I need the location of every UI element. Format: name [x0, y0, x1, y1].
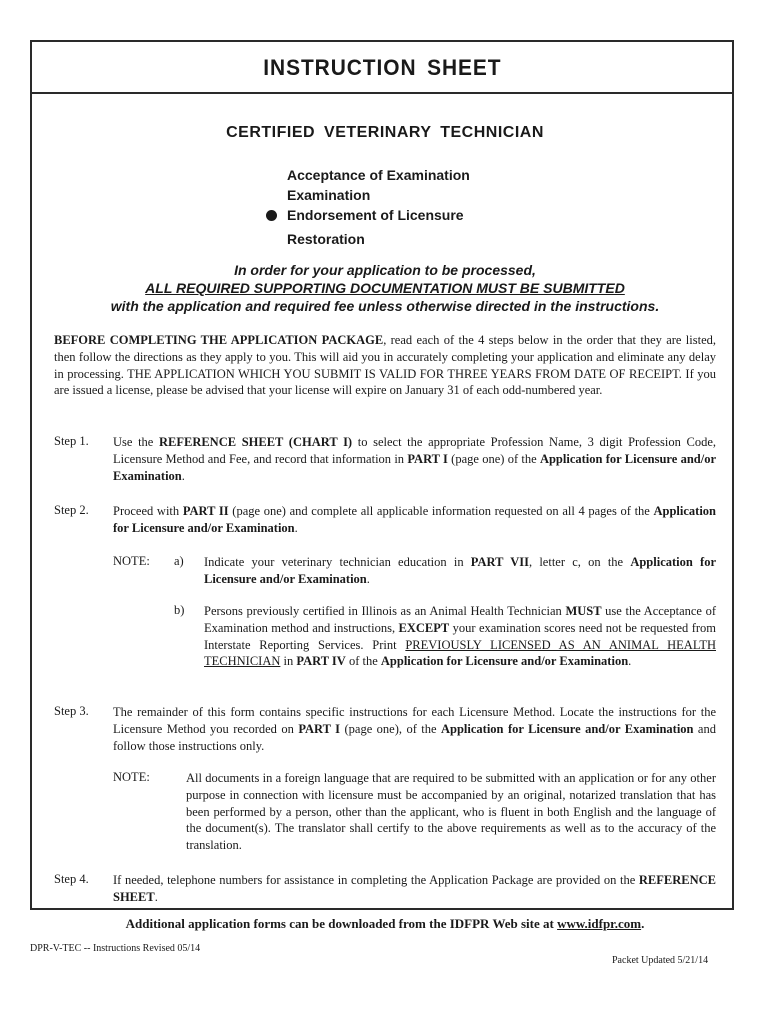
note-a-text: Indicate your veterinary technician education in PART VII, letter c, on the Application for Licensure and/or Examination. — [204, 555, 716, 586]
selected-bullet-icon — [266, 210, 277, 221]
subtitle: CERTIFIED VETERINARY TECHNICIAN — [226, 124, 544, 141]
step-3-note-label: NOTE: — [113, 770, 150, 784]
form-code: DPR-V-TEC -- Instructions Revised 05/14 — [30, 943, 201, 954]
notice-line-2: ALL REQUIRED SUPPORTING DOCUMENTATION MUST BE SUBMITTED — [145, 280, 625, 296]
footer-forms-note: Additional application forms can be downloaded from the IDFPR Web site at www.idfpr.com. — [125, 916, 645, 931]
step-2-text: Proceed with PART II (page one) and complete all applicable information requested on all 4 pages of the Application for Licensure and/or Examination. — [113, 504, 717, 535]
step-4-label: Step 4. — [54, 872, 89, 886]
option-endorsement-of-licensure: Endorsement of Licensure — [287, 207, 464, 223]
website-link[interactable]: www.idfpr.com — [557, 916, 642, 931]
step-2-label: Step 2. — [54, 503, 89, 517]
intro-paragraph — [54, 332, 716, 399]
page-title: INSTRUCTION SHEET — [262, 55, 502, 80]
step-4-text: If needed, telephone numbers for assistance in completing the Application Package are provided on the REFERENCE SHEET. — [113, 873, 716, 904]
intro-bold: BEFORE COMPLETING THE APPLICATION PACKAGE — [54, 333, 384, 347]
step-3-text: The remainder of this form contains specific instructions for each Licensure Method. Locate the instructions for the Licensure Method you recorded on PART I (page one), of the Application for Licensure and/or Examination and follow those instructions only. — [113, 705, 716, 753]
title-bar — [32, 42, 732, 94]
step-3-label: Step 3. — [54, 704, 89, 718]
note-b-label: b) — [174, 603, 185, 617]
step-1-label: Step 1. — [54, 434, 89, 448]
notice-line-3: with the application and required fee unless otherwise directed in the instructions. — [110, 298, 660, 314]
step-3-note-text: All documents in a foreign language that are required to be submitted with an application or for any other purpose in connection with licensure must be accompanied by an original, notarized translation that has been performed by a person, other than the applicant, who is fluent in both English and the language of the document(s). The translator shall certify to the above requirements as well as to the accuracy of the translation. — [186, 771, 716, 853]
intro-text: , read each of the 4 steps below in the order that they are listed, then follow the directions as they apply to you. This will aid you in accurately completing your application and eliminate any delay in processing. THE APPLICATION WHICH YOU SUBMIT IS VALID FOR THREE YEARS FROM DATE OF RECEIPT. If you are issued a license, please be advised that your license will expire on January 31 of each odd-numbered year. — [54, 333, 716, 398]
step-1-text: Use the REFERENCE SHEET (CHART I) to select the appropriate Profession Name, 3 digit Profession Code, Licensure Method and Fee, and record that information in PART I (page one) of the Application for Licensure and/or Examination. — [113, 435, 716, 483]
note-b-text: Persons previously certified in Illinois as an Animal Health Technician MUST use the Acceptance of Examination method and instructions, EXCEPT your examination scores need not be requested from Interstate Reporting Services. Print PREVIOUSLY LICENSED AS AN ANIMAL HEALTH TECHNICIAN in PART IV of the Application for Licensure and/or Examination. — [204, 604, 716, 669]
option-restoration: Restoration — [287, 231, 365, 247]
step-2-note-label: NOTE: — [113, 554, 150, 568]
packet-updated: Packet Updated 5/21/14 — [612, 955, 709, 966]
option-acceptance-of-examination: Acceptance of Examination — [287, 167, 470, 183]
option-examination: Examination — [287, 187, 371, 203]
note-a-label: a) — [174, 554, 184, 568]
notice-line-1: In order for your application to be processed, — [234, 262, 536, 278]
